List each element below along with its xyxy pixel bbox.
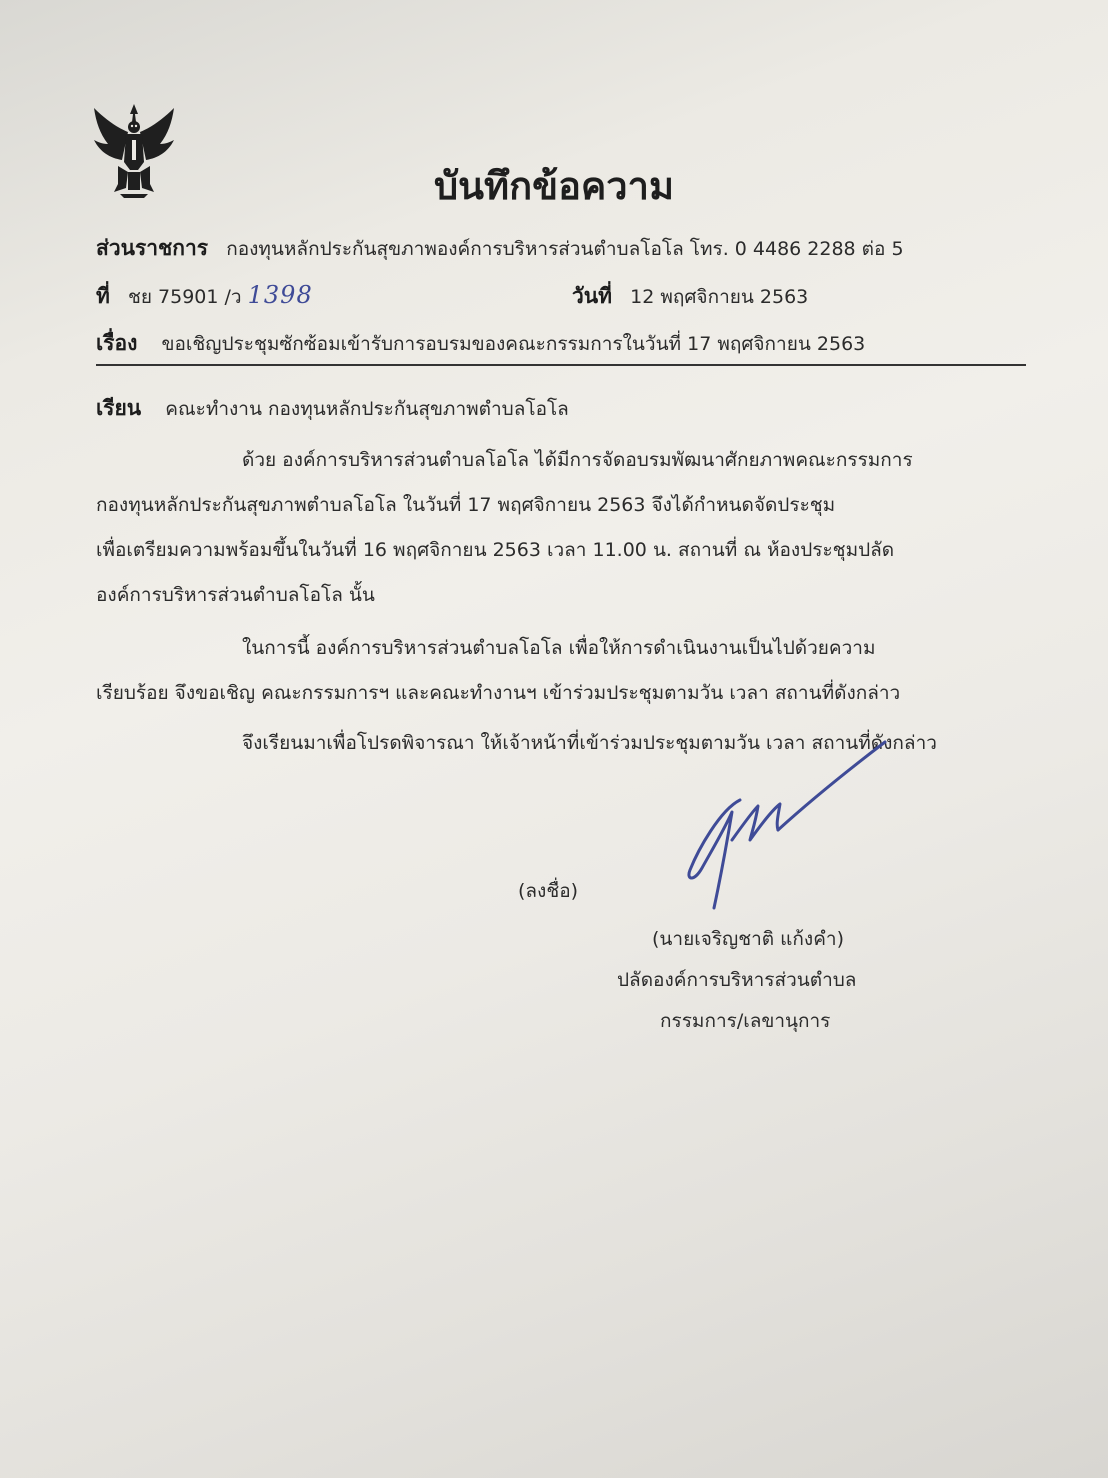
date-row xyxy=(572,280,808,313)
header-divider xyxy=(96,364,1026,366)
paragraph-3-line: จึงเรียนมาเพื่อโปรดพิจารณา ให้เจ้าหน้าที่เข้าร่วมประชุมตามวัน เวลา สถานที่ดังกล่าว xyxy=(242,732,937,754)
subject-value: ขอเชิญประชุมซักซ้อมเข้ารับการอบรมของคณะกรรมการในวันที่ 17 พฤศจิกายน 2563 xyxy=(161,333,866,355)
agency-label: ส่วนราชการ xyxy=(96,236,209,260)
to-value: คณะทำงาน กองทุนหลักประกันสุขภาพตำบลโอโล xyxy=(165,398,569,420)
subject-label: เรื่อง xyxy=(96,331,138,355)
paragraph-2-line: ในการนี้ องค์การบริหารส่วนตำบลโอโล เพื่อให้การดำเนินงานเป็นไปด้วยความ xyxy=(242,637,876,659)
paragraph-2 xyxy=(96,626,1026,716)
signer-position: ปลัดองค์การบริหารส่วนตำบล xyxy=(617,969,857,991)
agency-row xyxy=(96,232,904,265)
ref-value: ชย 75901 /ว xyxy=(127,286,242,308)
handwritten-signature xyxy=(680,740,910,920)
signer-role: กรรมการ/เลขานุการ xyxy=(660,1010,831,1032)
paragraph-1-line: ด้วย องค์การบริหารส่วนตำบลโอโล ได้มีการจัดอบรมพัฒนาศักยภาพคณะกรรมการ xyxy=(242,449,913,471)
paragraph-2-line: เรียบร้อย จึงขอเชิญ คณะกรรมการฯ และคณะทำงานฯ เข้าร่วมประชุมตามวัน เวลา สถานที่ดังกล่าว xyxy=(96,682,901,704)
signer-name: (นายเจริญชาติ แก้งคำ) xyxy=(652,928,844,950)
date-value: 12 พฤศจิกายน 2563 xyxy=(630,286,809,308)
document-title: บันทึกข้อความ xyxy=(433,164,675,208)
agency-value: กองทุนหลักประกันสุขภาพองค์การบริหารส่วนตำบลโอโล โทร. 0 4486 2288 ต่อ 5 xyxy=(226,238,904,260)
subject-row xyxy=(96,327,865,360)
ref-row xyxy=(96,280,313,313)
sign-label: (ลงชื่อ) xyxy=(518,880,579,902)
to-row xyxy=(96,392,569,425)
ref-label: ที่ xyxy=(96,284,110,308)
date-label: วันที่ xyxy=(572,284,612,308)
to-label: เรียน xyxy=(96,396,142,420)
ref-handwritten-number: 1398 xyxy=(247,281,313,309)
paragraph-1-line: กองทุนหลักประกันสุขภาพตำบลโอโล ในวันที่ 17 พฤศจิกายน 2563 จึงได้กำหนดจัดประชุม xyxy=(96,494,836,516)
paragraph-1 xyxy=(96,438,1026,618)
paragraph-1-line: องค์การบริหารส่วนตำบลโอโล นั้น xyxy=(96,584,375,606)
paragraph-1-line: เพื่อเตรียมความพร้อมขึ้นในวันที่ 16 พฤศจิกายน 2563 เวลา 11.00 น. สถานที่ ณ ห้องประชุมปลัด xyxy=(96,539,895,561)
